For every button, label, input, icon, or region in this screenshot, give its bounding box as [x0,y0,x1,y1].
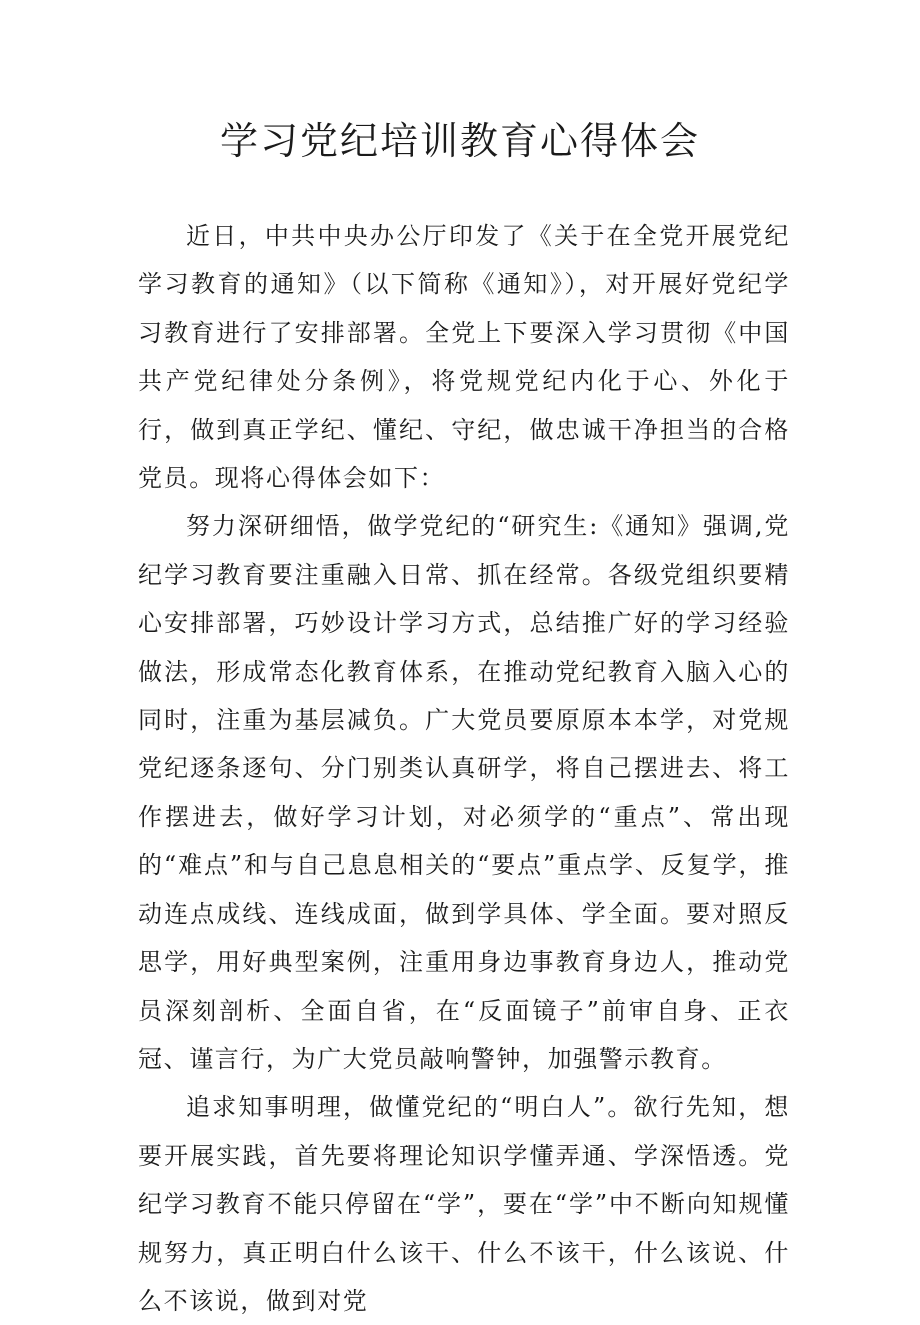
paragraph-intro: 近日，中共中央办公厅印发了《关于在全党开展党纪学习教育的通知》（以下简称《通知》），对开展好党纪学习教育进行了安排部署。全党上下要深入学习贯彻《中国共产党纪律处分条例》，将党规党纪内化于心、外化于行，做到真正学纪、懂纪、守纪，做忠诚干净担当的合格党员。现将心得体会如下： [138,222,790,493]
paragraph-understand-discipline: 追求知事明理，做懂党纪的“明白人”。欲行先知，想要开展实践，首先要将理论知识学懂弄通、学深悟透。党纪学习教育不能只停留在“学”，要在“学”中不断向知规懂规努力，真正明白什么该干、什么不该干，什么该说、什么不该说，做到对党 [138,1093,790,1315]
paragraph-study-deeply: 努力深研细悟，做学党纪的“研究生:《通知》强调,党纪学习教育要注重融入日常、抓在经常。各级党组织要精心安排部署，巧妙设计学习方式，总结推广好的学习经验做法，形成常态化教育体系，在推动党纪教育入脑入心的同时，注重为基层减负。广大党员要原原本本学，对党规党纪逐条逐句、分门别类认真研学，将自己摆进去、将工作摆进去，做好学习计划，对必须学的“重点”、常出现的“难点”和与自己息息相关的“要点”重点学、反复学，推动连点成线、连线成面，做到学具体、学全面。要对照反思学，用好典型案例，注重用身边事教育身边人，推动党员深刻剖析、全面自省，在“反面镜子”前审自身、正衣冠、谨言行，为广大党员敲响警钟，加强警示教育。 [138,512,790,1073]
document-title: 学习党纪培训教育心得体会 [219,119,700,163]
document-body [138,212,790,1325]
